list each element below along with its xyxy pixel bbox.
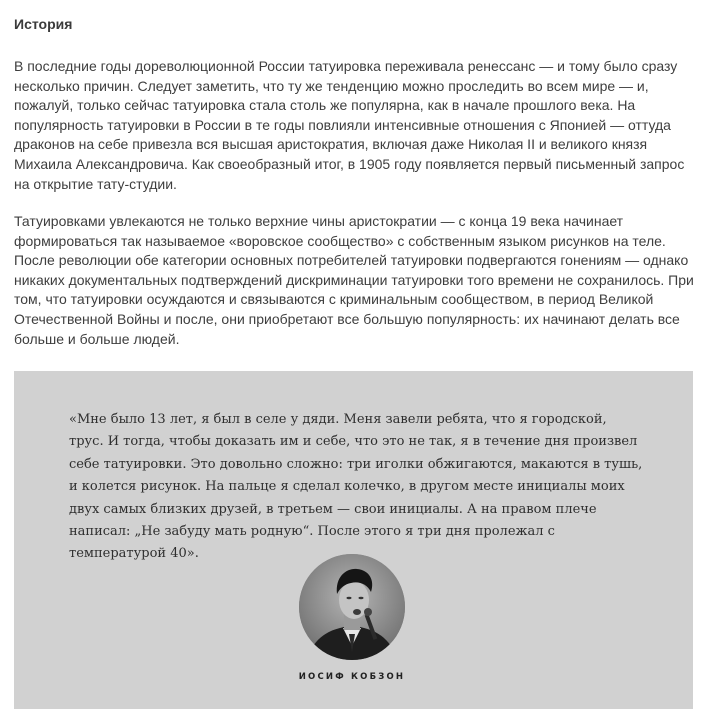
section-heading: История [14, 16, 73, 32]
author-portrait-image [299, 554, 405, 660]
quote-author: ИОСИФ КОБЗОН [298, 672, 406, 682]
paragraph-2: Татуировками увлекаются не только верхние чины аристократии — с конца 19 века начинает формироваться так называемое «воровское сообщество» с собственным языком рисунков на теле. После революции обе категории основных потребителей татуировки подвергаются гонениям — однако никаких документальных подтверждений дискриминации татуировки того времени не сохранилось. При том, что татуировки осуждаются и связываются с криминальным сообществом, в период Великой Отечественной Войны и после, они приобретают все большую популярность: их начинают делать все больше и больше людей. [14, 213, 694, 347]
quote-text: «Мне было 13 лет, я был в селе у дяди. Меня завели ребята, что я городской, трус. И тогда, чтобы доказать им и себе, что это не так, я в течение дня произвел себе татуировки. Это довольно сложно: три иголки обжигаются, макаются в тушь, и колется рисунок. На пальце я сделал колечко, в другом месте инициалы моих двух самых близких друзей, в третьем — свои инициалы. А на правом плече написал: „Не забуду мать родную“. После этого я три дня пролежал с температурой 40». [69, 412, 643, 562]
quote-block [14, 371, 693, 709]
paragraph-1: В последние годы дореволюционной России татуировка переживала ренессанс — и тому было сразу несколько причин. Следует заметить, что ту же тенденцию можно проследить во всем мире — и, пожалуй, только сейчас татуировка стала столь же популярна, как в начале прошлого века. На популярность татуировки в России в те годы повлияли интенсивные отношения с Японией — оттуда драконов на себе привезла вся высшая аристократия, включая даже Николая II и великого князя Михаила Александровича. Как своеобразный итог, в 1905 году появляется первый письменный запрос на открытие тату-студии. [14, 58, 685, 192]
author-portrait [299, 554, 405, 660]
